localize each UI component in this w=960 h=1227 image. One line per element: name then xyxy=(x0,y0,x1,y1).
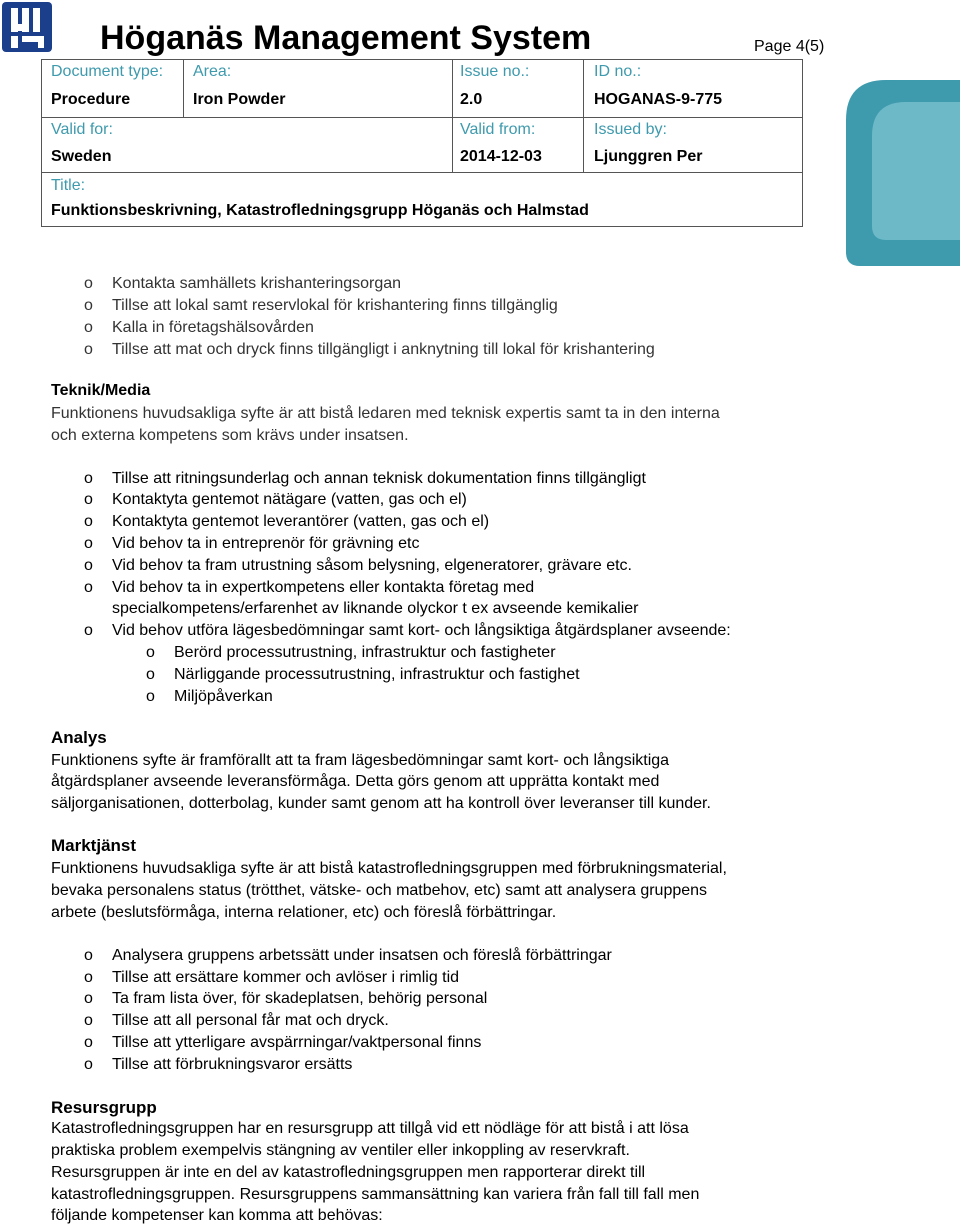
list-item: Vid behov utföra lägesbedömningar samt kort- och långsiktiga åtgärdsplaner avseende: xyxy=(112,622,731,639)
sub-list-item: Miljöpåverkan xyxy=(174,688,273,705)
decorative-corner-graphic xyxy=(846,80,960,266)
list-item: Vid behov ta in entreprenör för grävning etc xyxy=(112,535,420,552)
list-item: Tillse att all personal får mat och dryck. xyxy=(112,1012,389,1029)
list-item: Tillse att mat och dryck finns tillgängligt i anknytning till lokal för krishantering xyxy=(112,341,655,358)
paragraph-line: praktiska problem exempelvis stängning av ventiler eller inkoppling av reservkraft. xyxy=(51,1142,630,1159)
section-heading-teknik-media: Teknik/Media xyxy=(51,382,151,399)
list-item-continuation: specialkompetens/erfarenhet av liknande olyckor t ex avseende kemikalier xyxy=(112,600,639,617)
paragraph-line: åtgärdsplaner avseende leveransförmåga. Detta görs genom att upprätta kontakt med xyxy=(51,773,660,790)
list-item: Kontaktyta gentemot nätägare (vatten, gas och el) xyxy=(112,491,467,508)
list-item: Tillse att lokal samt reservlokal för krishantering finns tillgänglig xyxy=(112,297,558,314)
document-header-table xyxy=(41,59,803,227)
list-item: Vid behov ta in expertkompetens eller kontakta företag med xyxy=(112,579,535,596)
issued-by-value: Ljunggren Per xyxy=(594,148,703,165)
issue-no-label: Issue no.: xyxy=(460,63,530,80)
system-title: Höganäs Management System xyxy=(100,19,592,57)
bullet-marker: o xyxy=(84,341,93,358)
bullet-marker: o xyxy=(84,969,93,986)
list-item: Ta fram lista över, för skadeplatsen, behörig personal xyxy=(112,990,488,1007)
section-heading-marktjanst: Marktjänst xyxy=(51,836,137,855)
paragraph-line: säljorganisationen, dotterbolag, kunder samt genom att ha kontroll över leveranser till kunder. xyxy=(51,795,711,812)
bullet-marker: o xyxy=(84,513,93,530)
bullet-marker: o xyxy=(84,470,93,487)
list-item: Vid behov ta fram utrustning såsom belysning, elgeneratorer, grävare etc. xyxy=(112,557,632,574)
sub-bullet-marker: o xyxy=(146,644,155,661)
bullet-marker: o xyxy=(84,297,93,314)
bullet-marker: o xyxy=(84,557,93,574)
id-no-label: ID no.: xyxy=(594,63,642,80)
title-label: Title: xyxy=(51,177,86,194)
bullet-marker: o xyxy=(84,622,93,639)
page-number: Page 4(5) xyxy=(754,38,825,55)
id-no-value: HOGANAS-9-775 xyxy=(594,91,723,108)
paragraph-line: arbete (beslutsförmåga, interna relationer, etc) och föreslå förbättringar. xyxy=(51,904,557,921)
valid-for-label: Valid for: xyxy=(51,121,113,138)
list-item: Kontakta samhällets krishanteringsorgan xyxy=(112,275,402,292)
issue-no-value: 2.0 xyxy=(460,91,483,108)
bullet-marker: o xyxy=(84,1056,93,1073)
sub-list-item: Berörd processutrustning, infrastruktur och fastigheter xyxy=(174,644,556,661)
section-heading-analys: Analys xyxy=(51,728,107,747)
paragraph-line: bevaka personalens status (trötthet, vätske- och matbehov, etc) samt att analysera gruppens xyxy=(51,882,708,899)
area-value: Iron Powder xyxy=(193,91,286,108)
paragraph-line: Funktionens huvudsakliga syfte är att bistå katastrofledningsgruppen med förbrukningsmaterial, xyxy=(51,860,727,877)
hoganas-logo-icon xyxy=(2,2,52,52)
list-item: Tillse att ritningsunderlag och annan teknisk dokumentation finns tillgängligt xyxy=(112,470,646,487)
paragraph-line: Katastrofledningsgruppen har en resursgrupp att tillgå vid ett nödläge för att bistå i att lösa xyxy=(51,1120,689,1137)
list-item: Kalla in företagshälsovården xyxy=(112,319,314,336)
bullet-marker: o xyxy=(84,579,93,596)
paragraph-line: katastrofledningsgruppen. Resursgruppens sammansättning kan variera från fall till fall men xyxy=(51,1186,700,1203)
list-item: Analysera gruppens arbetssätt under insatsen och föreslå förbättringar xyxy=(112,947,612,964)
list-item: Tillse att ersättare kommer och avlöser i rimlig tid xyxy=(112,969,460,986)
list-item: Tillse att förbrukningsvaror ersätts xyxy=(112,1056,353,1073)
paragraph-line: och externa kompetens som krävs under insatsen. xyxy=(51,427,409,444)
issued-by-label: Issued by: xyxy=(594,121,667,138)
bullet-marker: o xyxy=(84,1012,93,1029)
list-item: Kontaktyta gentemot leverantörer (vatten, gas och el) xyxy=(112,513,490,530)
valid-from-value: 2014-12-03 xyxy=(460,148,542,165)
document-type-label: Document type: xyxy=(51,63,164,80)
sub-list-item: Närliggande processutrustning, infrastruktur och fastighet xyxy=(174,666,580,683)
paragraph-line: Resursgruppen är inte en del av katastrofledningsgruppen men rapporterar direkt till xyxy=(51,1164,646,1181)
valid-from-label: Valid from: xyxy=(460,121,536,138)
section-heading-resursgrupp: Resursgrupp xyxy=(51,1098,157,1117)
sub-bullet-marker: o xyxy=(146,666,155,683)
bullet-marker: o xyxy=(84,491,93,508)
document-type-value: Procedure xyxy=(51,91,131,108)
paragraph-line: Funktionens syfte är framförallt att ta fram lägesbedömningar samt kort- och långsiktiga xyxy=(51,752,670,769)
sub-bullet-marker: o xyxy=(146,688,155,705)
bullet-marker: o xyxy=(84,947,93,964)
paragraph-line: följande kompetenser kan komma att behövas: xyxy=(51,1207,383,1224)
bullet-marker: o xyxy=(84,319,93,336)
bullet-marker: o xyxy=(84,535,93,552)
document-title-value: Funktionsbeskrivning, Katastrofledningsgrupp Höganäs och Halmstad xyxy=(51,202,589,219)
bullet-marker: o xyxy=(84,275,93,292)
bullet-marker: o xyxy=(84,990,93,1007)
paragraph-line: Funktionens huvudsakliga syfte är att bistå ledaren med teknisk expertis samt ta in den interna xyxy=(51,405,720,422)
valid-for-value: Sweden xyxy=(51,148,112,165)
list-item: Tillse att ytterligare avspärrningar/vaktpersonal finns xyxy=(112,1034,482,1051)
area-label: Area: xyxy=(193,63,232,80)
bullet-marker: o xyxy=(84,1034,93,1051)
